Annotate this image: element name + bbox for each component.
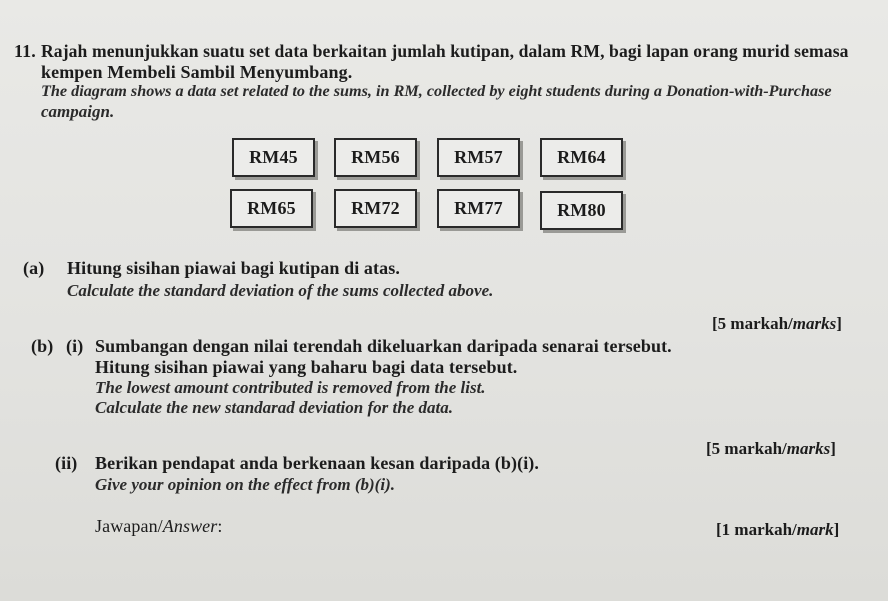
marks-english: marks: [786, 439, 831, 458]
data-box: RM64: [540, 138, 623, 177]
question-english-line2: campaign.: [41, 102, 115, 121]
part-b-ii-english: Give your opinion on the effect from (b)(i).: [95, 475, 395, 494]
part-b-i-english-line2: Calculate the new standarad deviation for the data.: [95, 398, 453, 417]
answer-malay: Jawapan/: [95, 516, 163, 536]
data-box: RM77: [437, 189, 520, 228]
part-b-i-english-line1: The lowest amount contributed is removed from the list.: [95, 378, 486, 397]
part-a-marks: [712, 314, 842, 334]
part-a-malay: Hitung sisihan piawai bagi kutipan di atas.: [67, 258, 400, 278]
question-malay-line1: Rajah menunjukkan suatu set data berkaitan jumlah kutipan, dalam RM, bagi lapan orang murid semasa: [41, 41, 849, 61]
data-box: RM56: [334, 138, 417, 177]
part-a-english: Calculate the standard deviation of the sums collected above.: [67, 281, 494, 300]
data-box: RM72: [334, 189, 417, 228]
answer-colon: :: [217, 516, 223, 536]
marks-close: ]: [833, 520, 840, 539]
part-b-i-marks: [706, 439, 836, 459]
marks-close: ]: [836, 314, 842, 333]
part-b-i-malay-line2: Hitung sisihan piawai yang baharu bagi data tersebut.: [95, 357, 518, 377]
marks-close: ]: [830, 439, 836, 458]
data-box: RM80: [540, 191, 623, 230]
data-box: RM65: [230, 189, 313, 228]
part-b-i-label: (i): [66, 336, 84, 356]
marks-english: marks: [792, 314, 837, 333]
data-box: RM57: [437, 138, 520, 177]
answer-label: [95, 516, 223, 537]
part-b-i-malay-line1: Sumbangan dengan nilai terendah dikeluarkan daripada senarai tersebut.: [95, 336, 672, 356]
part-b-label: (b): [31, 336, 54, 356]
question-number: 11.: [14, 41, 36, 61]
part-b-ii-malay: Berikan pendapat anda berkenaan kesan daripada (b)(i).: [95, 453, 539, 473]
marks-english: mark: [796, 520, 834, 539]
question-malay-line2: kempen Membeli Sambil Menyumbang.: [41, 62, 353, 82]
answer-english: Answer: [162, 516, 218, 536]
part-a-label: (a): [23, 258, 45, 278]
marks-malay: [1 markah/: [716, 520, 797, 539]
marks-malay: [5 markah/: [706, 439, 787, 458]
part-b-ii-label: (ii): [55, 453, 78, 473]
question-english-line1: The diagram shows a data set related to the sums, in RM, collected by eight students during a Donation-with-Purchase: [41, 82, 832, 100]
marks-malay: [5 markah/: [712, 314, 793, 333]
data-box: RM45: [232, 138, 315, 177]
part-b-ii-marks: [716, 520, 839, 540]
